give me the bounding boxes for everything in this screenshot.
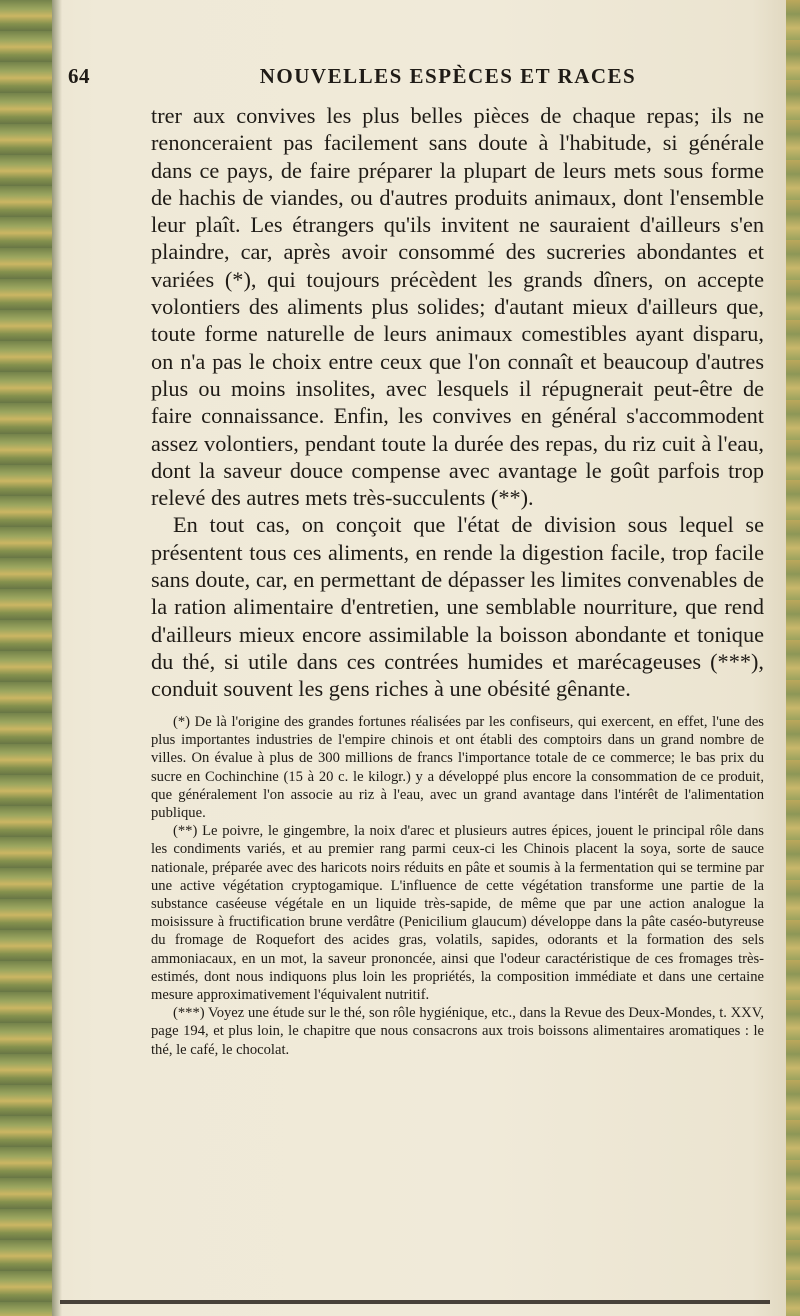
paragraph-1: trer aux convives les plus belles pièces de chaque repas; ils ne renonceraient pas facilement sans doute à l'habitude, si générale dans ce pays, de faire préparer la plupart de leurs mets sous forme de hachis de viandes, ou d'autres produits animaux, dont l'ensemble leur plaît. Les étrangers qu'ils invitent ne sauraient d'ailleurs s'en plaindre, car, après avoir consommé des sucreries abondantes et variées (*), qui toujours précèdent les grands dîners, on accepte volontiers des aliments plus solides; d'autant mieux d'ailleurs que, toute forme naturelle de leurs animaux comestibles ayant disparu, on n'a pas le choix entre ceux que l'on connaît et beaucoup d'autres plus ou moins insolites, avec lesquels il répugnerait peut-être de faire connaissance. Enfin, les convives en général s'accommodent assez volontiers, pendant toute la durée des repas, du riz cuit à l'eau, dont la saveur douce compense avec avantage le goût parfois trop relevé des autres mets très-succulents (**). [151, 103, 764, 511]
footnote-2: (**) Le poivre, le gingembre, la noix d'arec et plusieurs autres épices, jouent le principal rôle dans les condiments variés, et au premier rang parmi ceux-ci les Chinois placent la soya, sorte de sauce nationale, préparée avec des haricots noirs réduits en pâte et soumis à la fermentation qui se termine par une active végétation cryptogamique. L'influence de cette végétation transforme une partie de la substance caséeuse végétale en un liquide très-sapide, de même que par une action analogue la moisissure à fructification brune verdâtre (Penicilium glaucum) développe dans la pâte caséo-butyreuse du fromage de Roquefort des acides gras, volatils, sapides, odorants et la formation des sels ammoniacaux, en un mot, la saveur prononcée, ainsi que l'odeur caractéristique de ces fromages très-estimés, dont nous indiquons plus loin les propriétés, la composition immédiate et dans une certaine mesure approximativement l'équivalent nutritif. [151, 823, 764, 1004]
footnotes [151, 713, 764, 1059]
page-number: 64 [68, 64, 90, 88]
paragraph-2: En tout cas, on conçoit que l'état de division sous lequel se présentent tous ces aliments, en rende la digestion facile, trop facile sans doute, car, en permettant de dépasser les limites convenables de la ration alimentaire d'entretien, une semblable nourriture, que rend d'ailleurs mieux encore assimilable la boisson abondante et tonique du thé, si utile dans ces contrées humides et marécageuses (***), conduit souvent les gens riches à une obésité gênante. [151, 512, 764, 702]
bottom-edge-rule [60, 1300, 770, 1304]
footnote-1: (*) De là l'origine des grandes fortunes réalisées par les confiseurs, qui exercent, en effet, l'une des plus importantes industries de l'empire chinois et ont établi des comptoirs dans un grand nombre de villes. On évalue à plus de 300 millions de francs l'importance totale de ce commerce; le bas prix du sucre en Cochinchine (15 à 20 c. le kilogr.) y a développé plus encore la consommation de ce produit, que généralement l'on associe au riz à l'eau, avec un grand avantage dans l'intérêt de l'alimentation publique. [151, 714, 764, 822]
footnote-3: (***) Voyez une étude sur le thé, son rôle hygiénique, etc., dans la Revue des Deux-Mondes, t. XXV, page 194, et plus loin, le chapitre que nous consacrons aux trois boissons alimentaires aromatiques : le thé, le café, le chocolat. [151, 1005, 764, 1058]
main-text [151, 102, 764, 703]
page-binding-right [786, 0, 800, 1316]
running-title: NOUVELLES ESPÈCES ET RACES [259, 64, 637, 88]
page-header [68, 64, 768, 90]
page-binding-left [0, 0, 52, 1316]
